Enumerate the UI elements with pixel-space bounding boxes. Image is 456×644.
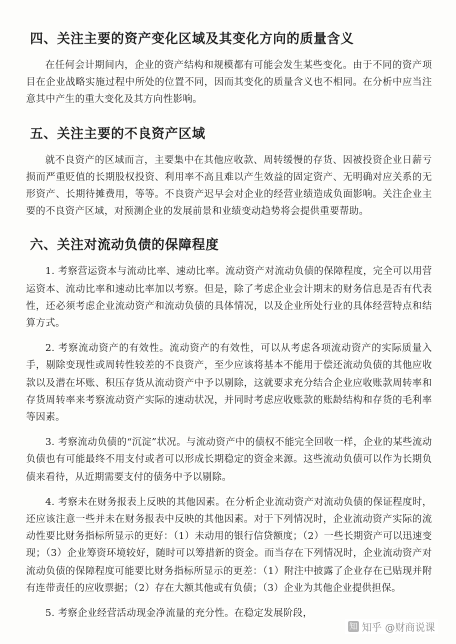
section-6-item-4: 4. 考察未在财务报表上反映的其他因素。在分析企业流动资产对流动负债的保证程度时，还应该注意一些并未在财务报表中反映的其他因素。对于下列情况时，企业流动资产实际的流动性要比财务指标所显示的更好：（1）未动用的银行信贷额度；（2）一些长期资产可以迅速变现；（3）企业筹资环境较好，随时可以筹措新的资金。而当存在下列情况时，企业流动资产对流动负债的保障程度可能要比财务指标所显示的更差：（1）附注中披露了企业存在已贴现并附有连带责任的应收票据；（2）存在大额其他或有负债；（3）企业为其他企业提供担保。: [26, 496, 432, 594]
watermark-text: 知乎 @财商说课: [361, 623, 435, 634]
section-4-paragraph: 在任何会计期间内，企业的资产结构和规模都有可能会发生某些变化。由于不同的资产项目在企业战略实施过程中所处的位置不同，因而其变化的质量含义也不相同。在分析中应当注意其中产生的重大变化及其方向性影响。: [26, 60, 432, 106]
section-heading-5: 五、关注主要的不良资产区域: [30, 126, 206, 142]
section-6-item-2: 2. 考察流动资产的有效性。流动资产的有效性，可以从考虑各项流动资产的实际质量入手，剔除变现性或周转性较差的不良资产，至少应该将基本不能用于偿还流动负债的其他应收款以及潜在坏账、积压存货从流动资产中予以剔除，这就要求充分结合企业应收账款周转率和存货周转率来考察流动资产实际的速动状况，并同时考虑应收账款的账龄结构和存货的毛利率等因素。: [26, 343, 432, 424]
section-5-paragraph: 就不良资产的区域而言，主要集中在其他应收款、周转缓慢的存货、因被投资企业日薪亏损而严重贬值的长期股权投资、利用率不高且难以产生效益的固定资产、无明确对应关系的无形资产、长期待摊费用，等等。不良资产迟早会对企业的经营业绩造成负面影响。关注企业主要的不良资产区域，对预测企业的发展前景和业绩变动趋势将会提供重要帮助。: [26, 154, 432, 218]
section-heading-4: 四、关注主要的资产变化区域及其变化方向的质量含义: [30, 32, 355, 47]
section-6-item-1: 1. 考察营运资本与流动比率、速动比率。流动资产对流动负债的保障程度，完全可以用营运资本、流动比率和速动比率加以考察。但是，除了考虑企业会计期末的财务信息是否有代表性，还必须考虑企业流动资产和流动负债的具体情况，以及企业所处行业的具体经营特点和结算方式。: [26, 266, 432, 330]
watermark: [345, 619, 438, 634]
section-heading-6: 六、关注对流动负债的保障程度: [30, 238, 220, 254]
zhihu-icon: 知: [349, 622, 358, 631]
section-6-item-5: 5. 考察企业经营活动现金净流量的充分性。在稳定发展阶段，: [45, 608, 313, 620]
section-6-item-3: 3. 考察流动负债的“沉淀”状况。与流动资产中的债权不能完全回收一样，企业的某些流动负债也有可能最终不用支付或者可以形成长期稳定的资金来源。这些流动负债可以作为长期负债来看待，从近期需要支付的债务中予以剔除。: [26, 437, 432, 483]
